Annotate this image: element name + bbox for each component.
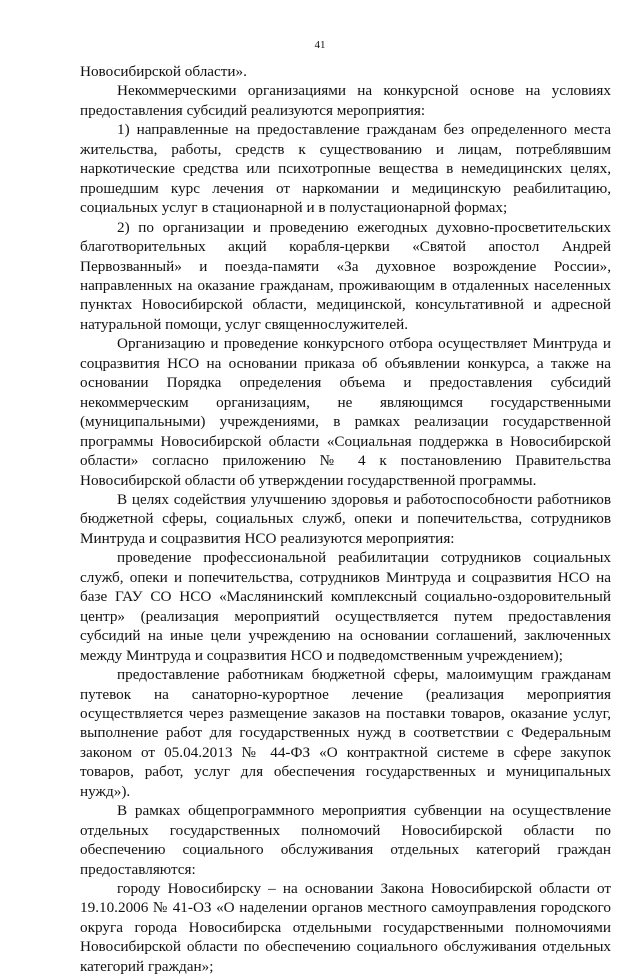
paragraph-list-item-2: 2) по организации и проведению ежегодных духовно-просветительских благотворительных акций корабля-церкви «Святой апостол Андрей Первозванный» и поезда-памяти «За духовное возрождение России», направленных на оказание гражданам, проживающим в отдаленных населенных пунктах Новосибирской области, медицинской, консультативной и адресной натуральной помощи, услуг священнослужителей. (80, 218, 611, 333)
paragraph-intro-measures: Некоммерческими организациями на конкурсной основе на условиях предоставления субсидий реализуются мероприятия: (80, 82, 611, 119)
paragraph-novosibirsk-city: городу Новосибирску – на основании Закона Новосибирской области от 19.10.2006 № 41-ОЗ «О наделении органов местного самоуправления городского округа города Новосибирска отдельными государственными полномочиями Новосибирской области по обеспечению социального обслуживания отдельных категорий граждан»; (80, 880, 611, 975)
page-number: 41 (314, 39, 326, 51)
paragraph-competition: Организацию и проведение конкурсного отбора осуществляет Минтруда и соцразвития НСО на основании приказа об объявлении конкурса, а также на основании Порядка определения объема и предоставления субсидий некоммерческим организациям, не являющимся государственными (муниципальными) учреждениями, в рамках реализации государственной программы Новосибирской области «Социальная поддержка в Новосибирской области» согласно приложению № 4 к постановлению Правительства Новосибирской области об утверждении государственной программы. (80, 335, 611, 489)
paragraph-continuation: Новосибирской области». (80, 63, 247, 80)
document-body (80, 62, 611, 976)
paragraph-subventions: В рамках общепрограммного мероприятия субвенции на осуществление отдельных государственных полномочий Новосибирской области по обеспечению социального обслуживания отдельных категорий граждан предоставляются: (80, 802, 611, 878)
paragraph-rehabilitation: проведение профессиональной реабилитации сотрудников социальных служб, опеки и попечительства, сотрудников Минтруда и соцразвития НСО на базе ГАУ СО НСО «Маслянинский комплексный социально-оздоровительный центр» (реализация мероприятий осуществляется путем предоставления субсидий на иные цели учреждению на основании соглашений, заключенных между Минтруда и соцразвития НСО и подведомственным учреждением); (80, 549, 611, 664)
paragraph-vouchers: предоставление работникам бюджетной сферы, малоимущим гражданам путевок на санаторно-курортное лечение (реализация мероприятия осуществляется через размещение заказов на поставки товаров, оказание услуг, выполнение работ для государственных нужд в соответствии с Федеральным законом от 05.04.2013 № 44-ФЗ «О контрактной системе в сфере закупок товаров, работ, услуг для обеспечения государственных и муниципальных нужд»). (80, 666, 611, 800)
paragraph-health-measures: В целях содействия улучшению здоровья и работоспособности работников бюджетной сферы, социальных служб, опеки и попечительства, сотрудников Минтруда и соцразвития НСО реализуются мероприятия: (80, 490, 611, 547)
paragraph-list-item-1: 1) направленные на предоставление гражданам без определенного места жительства, работы, средств к существованию и лицам, потреблявшим наркотические средства или психотропные вещества в немедицинских целях, прошедшим курс лечения от наркомании и медицинскую реабилитацию, социальных услуг в стационарной и в полустационарной формах; (80, 121, 611, 217)
